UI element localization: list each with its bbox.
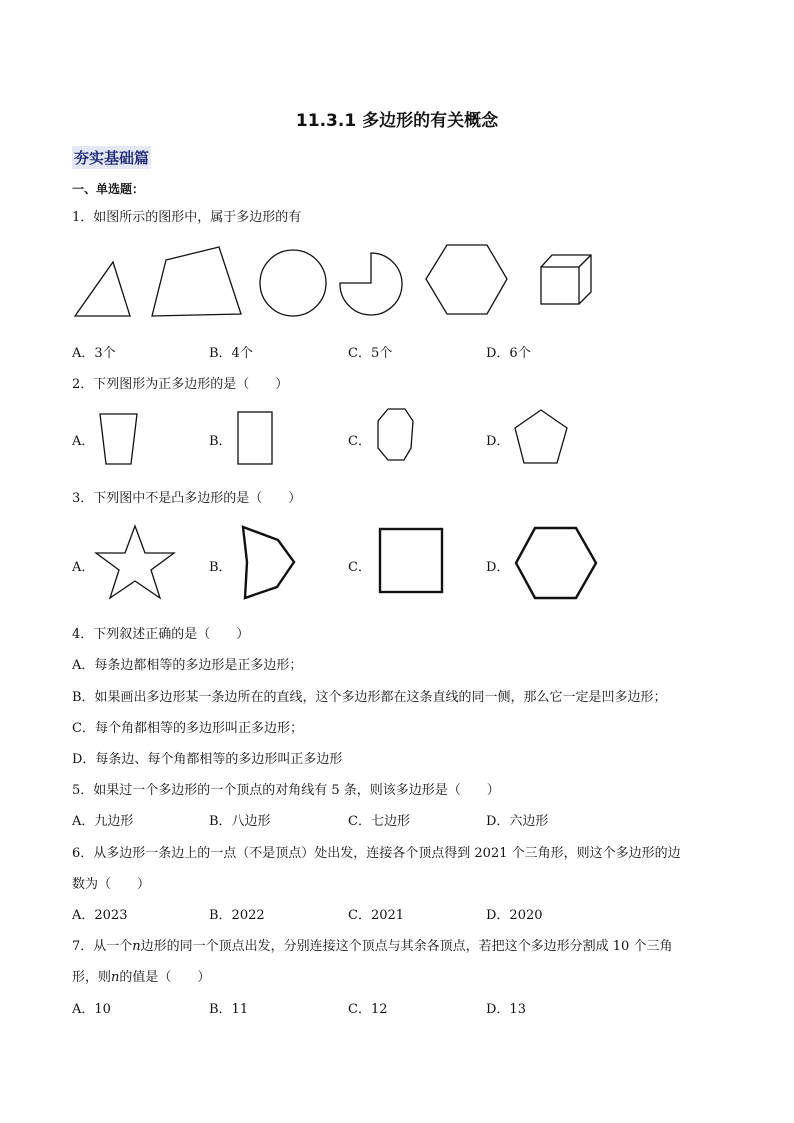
question-7-stem-line2 — [72, 966, 210, 985]
q5-option-b[interactable]: B．八边形 — [209, 814, 271, 829]
question-7-stem-line1 — [72, 935, 672, 954]
q7-text-part4: 的值是（ ） — [119, 970, 211, 985]
q7-option-d[interactable]: D．13 — [486, 1002, 526, 1017]
q6-option-b[interactable]: B．2022 — [209, 908, 265, 923]
q1-option-d[interactable]: D．6个 — [486, 346, 531, 361]
variable-n: n — [132, 939, 141, 954]
variable-n: n — [111, 970, 120, 985]
q1-option-b[interactable]: B．4个 — [209, 346, 253, 361]
question-2-stem: 2．下列图形为正多边形的是（ ） — [72, 377, 289, 392]
q2-option-c[interactable]: C． — [348, 434, 371, 449]
q3-option-d[interactable]: D． — [486, 560, 510, 575]
q4-option-c[interactable]: C．每个角都相等的多边形叫正多边形； — [72, 721, 303, 736]
question-5-stem: 5．如果过一个多边形的一个顶点的对角线有 5 条，则该多边形是（ ） — [72, 783, 500, 798]
q7-option-b[interactable]: B．11 — [209, 1002, 249, 1017]
hexagon-icon — [0, 0, 1, 1]
q4-option-d[interactable]: D．每条边、每个角都相等的多边形叫正多边形 — [72, 752, 343, 767]
question-6-stem-line1: 6．从多边形一条边上的一点（不是顶点）处出发，连接各个顶点得到 2021 个三角形，则这个多边形的边 — [72, 846, 681, 861]
q6-option-c[interactable]: C．2021 — [348, 908, 405, 923]
q7-text-part1: 7．从一个 — [72, 939, 133, 954]
q5-option-c[interactable]: C．七边形 — [348, 814, 410, 829]
q2-option-a[interactable]: A． — [72, 434, 95, 449]
q5-option-a[interactable]: A．九边形 — [72, 814, 134, 829]
q2-option-b[interactable]: B． — [209, 434, 232, 449]
q3-option-c[interactable]: C． — [348, 560, 371, 575]
question-4-stem: 4．下列叙述正确的是（ ） — [72, 627, 250, 642]
section-heading: 夯实基础篇 — [72, 146, 151, 169]
q2-option-d[interactable]: D． — [486, 434, 510, 449]
q3-option-a[interactable]: A． — [72, 560, 95, 575]
page-title: 11.3.1 多边形的有关概念 — [295, 111, 499, 131]
q6-option-a[interactable]: A．2023 — [72, 908, 128, 923]
question-6-stem-line2: 数为（ ） — [72, 877, 151, 892]
q4-option-b[interactable]: B．如果画出多边形某一条边所在的直线，这个多边形都在这条直线的同一侧，那么它一定是凹多边形； — [72, 690, 667, 705]
q7-option-a[interactable]: A．10 — [72, 1002, 111, 1017]
question-3-stem: 3．下列图中不是凸多边形的是（ ） — [72, 491, 302, 506]
q7-option-c[interactable]: C．12 — [348, 1002, 388, 1017]
q4-option-a[interactable]: A．每条边都相等的多边形是正多边形； — [72, 658, 303, 673]
q5-option-d[interactable]: D．六边形 — [486, 814, 549, 829]
part-heading: 一、单选题： — [72, 182, 145, 196]
q6-option-d[interactable]: D．2020 — [486, 908, 543, 923]
q1-option-a[interactable]: A．3个 — [72, 346, 116, 361]
q3-option-b[interactable]: B． — [209, 560, 232, 575]
q7-text-part3: 形，则 — [72, 970, 112, 985]
q7-text-part2: 边形的同一个顶点出发，分别连接这个顶点与其余各顶点，若把这个多边形分割成 10 个三角 — [140, 939, 673, 954]
q1-option-c[interactable]: C．5个 — [348, 346, 393, 361]
question-1-stem: 1．如图所示的图形中，属于多边形的有 — [72, 210, 302, 225]
